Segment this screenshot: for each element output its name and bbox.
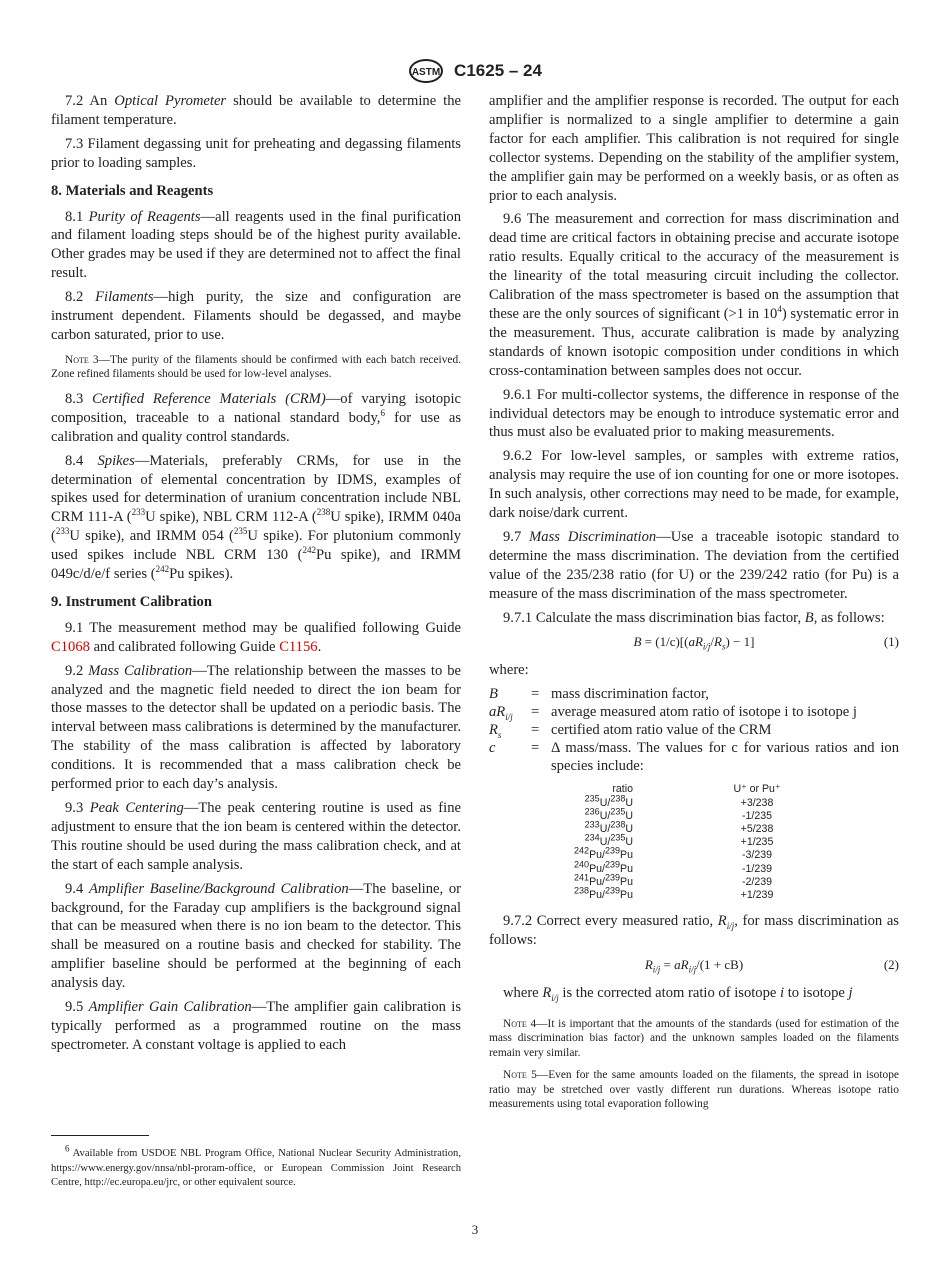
para-9-3: 9.3 Peak Centering—The peak centering routine is used as fine adjustment to ensure that the ion beam is centered within the detector. This routine should be used during the mass calibration check, and at the start of each sample analysis. [51,800,461,873]
para-9-6-1: 9.6.1 For multi-collector systems, the difference in response of the individual detectors may be enough to introduce systematic error and thus must also be evaluated prior to making measurements. [489,386,899,441]
para-9-1: 9.1 The measurement method may be qualified following Guide C1068 and calibrated following Guide C1156. [51,619,461,655]
ref-link-c1156[interactable]: C1156 [279,638,318,655]
definition-row: $R_s$ = certified atom ratio value of the CRM [489,722,772,741]
note-4: Note 4—It is important that the amounts of the standards (used for estimation of the mass discrimination bias factor) and the unknown samples loaded on the filaments remain very similar. [489,1017,899,1059]
astm-logo-icon [408,58,444,84]
para-9-4: 9.4 Amplifier Baseline/Background Calibration—The baseline, or background, for the Faraday cup amplifiers is the background signal that can be measured when there is no ion beam to the detector. This shall be measured on a routine basis and checked for stability. The amplifier baseline should be performed at the beginning of each analysis day. [51,880,462,992]
para-9-6: 9.6 The measurement and correction for mass discrimination and dead time are critical factors in obtaining precise and accurate isotope ratio results. Equally critical to the accuracy of the measurement is the linearity of the total measuring circuit including the collector. Calibration of the mass spectrometer is based on the assumption that these are the only sources of significant (>1 in $10^4$) systematic error in the measurement. Thus, accurate calibration is made by analyzing standards of known isotopic composition under conditions in which cross-contamination between samples does not occur. [489,211,899,379]
where-label: where: [489,662,529,679]
right-column [489,92,899,1120]
variable-definitions [489,685,899,775]
svg-text:ASTM: ASTM [411,67,441,78]
document-id: C1625 – 24 [454,61,542,80]
ref-link-c1068[interactable]: C1068 [51,638,90,655]
ratio-table-row: $^{235}$U/$^{238}$U +3/238 [584,793,774,809]
ratio-table-header: ratio U⁺ or Pu⁺ [612,783,781,796]
page-number: 3 [471,1222,479,1237]
ratio-table-row: $^{234}$U/$^{235}$U +1/235 [584,832,774,849]
ratio-table-row: $^{233}$U/$^{238}$U +5/238 [584,819,774,835]
note-5: Note 5—Even for the same amounts loaded on the filaments, the spread in isotope ratio may be stretched over vastly different run durations. Whereas isotope ratio measurements using total evaporation following [489,1069,899,1111]
para-8-1: 8.1 Purity of Reagents—all reagents used in the final purification and filament loading steps should be of the highest purity available. Other grades may be used if they are determined not to affect the final result. [51,208,461,282]
note-3: Note 3—The purity of the filaments should be confirmed with each batch received. Zone refined filaments should be used for low-level analyses. [51,353,462,381]
definition-row: B = mass discrimination factor, [489,686,709,703]
ratio-table-row: $^{241}$Pu/$^{239}$Pu -2/239 [574,872,773,888]
definition-row: c = Δ mass/mass. The values for c for various ratios and ion species include: [489,740,899,775]
ratio-table-row: $^{236}$U/$^{235}$U -1/235 [584,806,773,822]
definition-row: $aR_{i/j}$ = average measured atom ratio of isotope i to isotope j [489,704,857,723]
mass-ratio-table [543,783,877,902]
section-8-heading: 8. Materials and Reagents [51,182,214,199]
equation-1-number: (1) [883,634,899,650]
para-9-5-continued: amplifier and the amplifier response is recorded. The output for each amplifier is normalized to a single amplifier to determine a gain factor for each amplifier. This calibration is not required for single collector systems. Depending on the stability of the amplifier system, the amplifier gain may be performed on a weekly basis, or as often as prior to each analysis. [489,93,899,204]
para-8-3: 8.3 Certified Reference Materials (CRM)—of varying isotopic composition, traceable to a national standard body,$^6$ for use as calibration and quality control standards. [51,390,461,445]
left-column [51,92,461,1060]
para-8-4: 8.4 Spikes—Materials, preferably CRMs, for use in the determination of elemental concentration by IDMS, examples of spikes used for determination of uranium concentration include NBL CRM 111-A ($^{233}$U spike), NBL CRM 112-A ($^{238}$U spike), IRMM 040a ($^{233}$U spike), and IRMM 054 ($^{235}$U spike). For plutonium commonly used spikes include NBL CRM 130 ($^{242}$Pu spike), and IRMM 049c/d/e/f series ($^{242}$Pu spikes). [51,452,462,583]
para-7-3: 7.3 Filament degassing unit for preheating and degassing filaments prior to loading samples. [51,135,461,171]
ratio-table-row: $^{242}$Pu/$^{239}$Pu -3/239 [574,845,773,862]
para-7-2: 7.2 An Optical Pyrometer should be available to determine the filament temperature. [51,93,461,128]
para-9-7-1: 9.7.1 Calculate the mass discrimination bias factor, B, as follows: [503,609,885,626]
ratio-table-row: $^{238}$Pu/$^{239}$Pu +1/239 [574,885,774,901]
para-9-7: 9.7 Mass Discrimination—Use a traceable isotopic standard to determine the mass discrimination. The deviation from the certified value of the 235/238 ratio (for U) or the 239/242 ratio (for Pu) is a measure of the mass discrimination of the mass spectrometer. [489,528,900,602]
para-8-2: 8.2 Filaments—high purity, the size and configuration are instrument dependent. Filaments should be degassed, and maybe carbon saturated, prior to use. [51,289,462,343]
equation-2-number: (2) [883,957,899,973]
equation-2: $R_{i/j} = aR_{i/j}/(1 + cB)$ (2) [644,957,899,975]
footnote-6: $^6$ Available from USDOE NBL Program Office, National Nuclear Security Administration, https://www.energy.gov/nnsa/nbl-proram-office, or European Commission Joint Research Centre, http://ec.europa.eu/jrc, or other equivalent source. [51,1143,461,1188]
ratio-table-row: $^{240}$Pu/$^{239}$Pu -1/239 [574,859,773,875]
footnote-ref[interactable]: 6 [380,407,385,418]
where-2: where $R_{i/j}$ is the corrected atom ratio of isotope i to isotope j [503,985,853,1003]
section-9-heading: 9. Instrument Calibration [51,593,212,610]
para-9-7-2: 9.7.2 Correct every measured ratio, $R_{i/j}$, for mass discrimination as follows: [489,913,899,949]
footnote-divider [51,1135,149,1136]
equation-1: $B = (1/c)[(aR_{i/j}/R_s) - 1]$ (1) [633,634,899,653]
para-9-6-2: 9.6.2 For low-level samples, or samples with extreme ratios, analysis may require the use of ion counting for one or more isotopes. In such analysis, other corrections may need to be made, for example, dark noise/dark current. [489,448,899,522]
para-9-5: 9.5 Amplifier Gain Calibration—The amplifier gain calibration is typically performed as a programmed routine on the mass spectrometer. A constant voltage is applied to each [51,999,462,1053]
page-header [0,58,950,84]
para-9-2: 9.2 Mass Calibration—The relationship between the masses to be analyzed and the magnetic field needed to direct the ion beam for those masses to the detector shall be updated on a periodic basis. The interval between mass calibrations is determined by the manufacturer. The stability of the mass calibration is affected by laboratory conditions. It is recommended that a mass calibration check be performed prior to each day’s analysis. [51,662,462,793]
